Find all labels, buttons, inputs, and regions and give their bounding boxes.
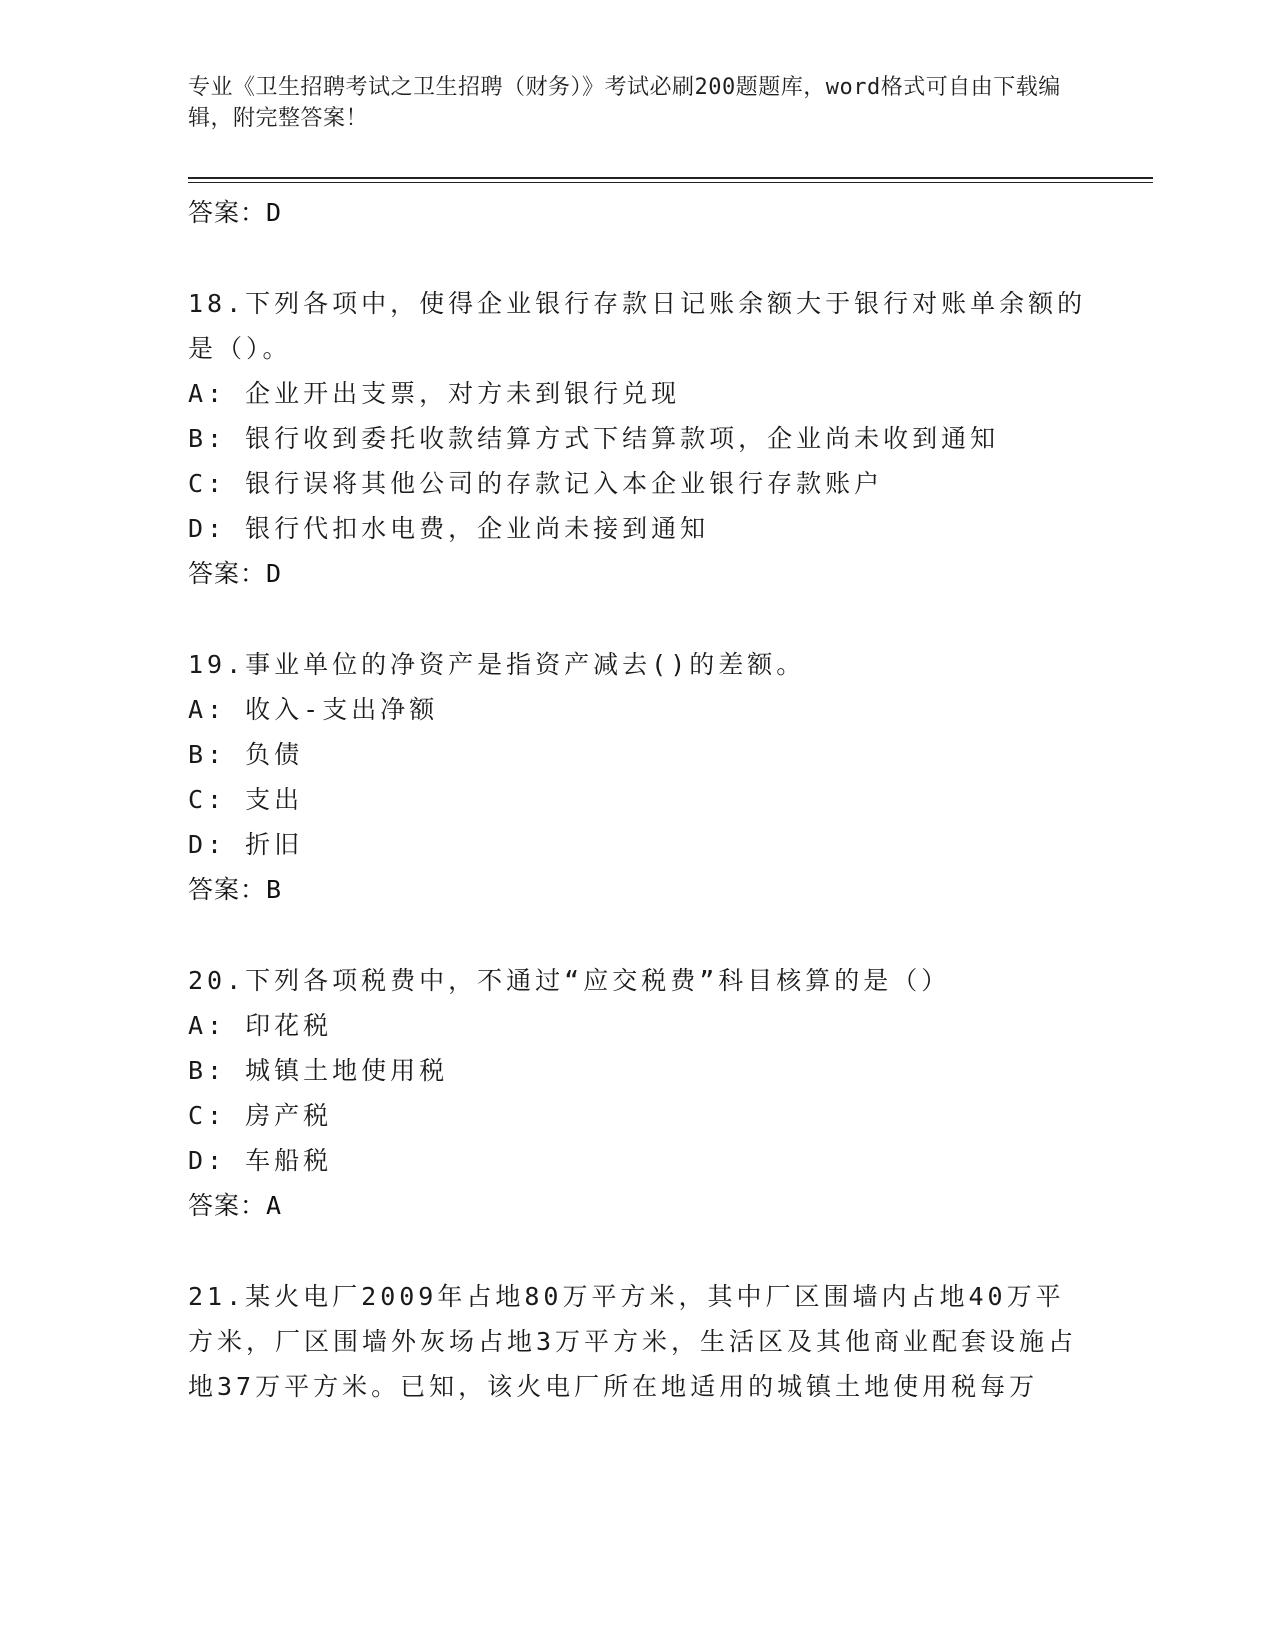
question-block [188, 281, 1088, 596]
question-block [188, 958, 1088, 1228]
question-text: 21.某火电厂2009年占地80万平方米，其中厂区围墙内占地40万平方米，厂区围墙外灰场占地3万平方米，生活区及其他商业配套设施占地37万平方米。已知，该火电厂所在地适用的城镇土地使用税每万 [188, 1282, 1078, 1401]
answer-line: 答案：A [188, 1191, 283, 1220]
option-b: B: 负债 [188, 740, 304, 769]
option-c: C: 支出 [188, 785, 304, 814]
question-text: 19.事业单位的净资产是指资产减去()的差额。 [188, 650, 806, 679]
answer-line: 答案：D [188, 559, 283, 588]
option-a: A: 印花税 [188, 1011, 333, 1040]
option-d: D: 银行代扣水电费，企业尚未接到通知 [188, 514, 710, 543]
option-c: C: 银行误将其他公司的存款记入本企业银行存款账户 [188, 469, 884, 498]
question-list [188, 190, 1088, 1409]
question-block [188, 642, 1088, 912]
header-divider-thin [188, 182, 1153, 183]
question-text: 18.下列各项中，使得企业银行存款日记账余额大于银行对账单余额的是（）。 [188, 289, 1087, 363]
question-text: 20.下列各项税费中，不通过“应交税费”科目核算的是（） [188, 966, 951, 995]
option-a: A: 收入-支出净额 [188, 695, 439, 724]
header-divider [188, 177, 1153, 179]
question-block [188, 1274, 1088, 1409]
option-b: B: 城镇土地使用税 [188, 1056, 449, 1085]
option-d: D: 车船税 [188, 1146, 333, 1175]
document-header: 专业《卫生招聘考试之卫生招聘（财务）》考试必刷200题题库，word格式可自由下载编辑，附完整答案！ [188, 75, 1061, 131]
option-b: B: 银行收到委托收款结算方式下结算款项，企业尚未收到通知 [188, 424, 1000, 453]
option-d: D: 折旧 [188, 830, 304, 859]
answer-line: 答案：B [188, 875, 283, 904]
answer-line: 答案：D [188, 198, 283, 227]
option-c: C: 房产税 [188, 1101, 333, 1130]
option-a: A: 企业开出支票，对方未到银行兑现 [188, 379, 681, 408]
